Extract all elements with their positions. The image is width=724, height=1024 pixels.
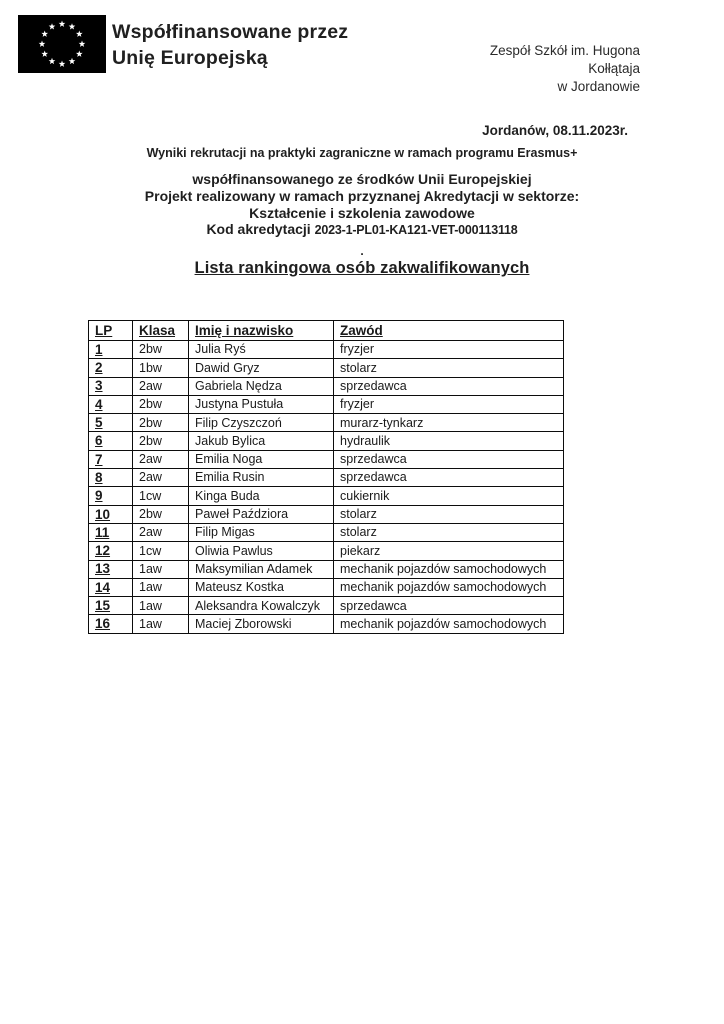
header-zawod: Zawód [334,321,564,341]
table-row [89,615,564,633]
school-name-line-3: w Jordanowie [557,79,640,94]
zawod-cell: sprzedawca [334,377,564,395]
zawod-cell: sprzedawca [334,450,564,468]
klasa-cell: 2aw [133,469,189,487]
zawod-cell: mechanik pojazdów samochodowych [334,578,564,596]
table-row [89,523,564,541]
lp-cell: 14 [89,578,133,596]
klasa-cell: 2bw [133,414,189,432]
lp-cell: 1 [89,341,133,359]
lp-cell: 9 [89,487,133,505]
klasa-cell: 2bw [133,432,189,450]
name-cell: Jakub Bylica [189,432,334,450]
accreditation-code-line [0,221,724,239]
name-cell: Gabriela Nędza [189,377,334,395]
ranking-list-title: Lista rankingowa osób zakwalifikowanych [194,259,530,277]
zawod-cell: murarz-tynkarz [334,414,564,432]
klasa-cell: 1aw [133,615,189,633]
table-row [89,505,564,523]
name-cell: Maksymilian Adamek [189,560,334,578]
lp-cell: 11 [89,523,133,541]
klasa-cell: 1aw [133,597,189,615]
name-cell: Kinga Buda [189,487,334,505]
name-cell: Dawid Gryz [189,359,334,377]
table-header-row [89,321,564,341]
zawod-cell: cukiernik [334,487,564,505]
project-description-line-1: współfinansowanego ze środków Unii Europejskiej [192,171,532,187]
lp-cell: 16 [89,615,133,633]
project-description-line-3: Kształcenie i szkolenia zawodowe [249,204,475,221]
header-klasa: Klasa [133,321,189,341]
zawod-cell: mechanik pojazdów samochodowych [334,615,564,633]
table-row [89,487,564,505]
name-cell: Maciej Zborowski [189,615,334,633]
lp-cell: 8 [89,469,133,487]
project-description-line-2: Projekt realizowany w ramach przyznanej Akredytacji w sektorze: [144,187,580,204]
table-row [89,578,564,596]
project-description [0,171,724,239]
school-name [490,42,640,96]
place-date-line: Jordanów, 08.11.2023r. [482,123,628,138]
name-cell: Aleksandra Kowalczyk [189,597,334,615]
lp-cell: 5 [89,414,133,432]
name-cell: Emilia Rusin [189,469,334,487]
name-cell: Filip Czyszczoń [189,414,334,432]
zawod-cell: hydraulik [334,432,564,450]
accreditation-code-value: 2023-1-PL01-KA121-VET-000113118 [314,223,518,238]
klasa-cell: 1bw [133,359,189,377]
zawod-cell: piekarz [334,542,564,560]
zawod-cell: fryzjer [334,341,564,359]
name-cell: Emilia Noga [189,450,334,468]
lp-cell: 13 [89,560,133,578]
header-lp: LP [89,321,133,341]
stray-dot: . [360,244,364,258]
table-row [89,395,564,413]
lp-cell: 10 [89,505,133,523]
lp-cell: 12 [89,542,133,560]
table-row [89,359,564,377]
klasa-cell: 1cw [133,542,189,560]
zawod-cell: mechanik pojazdów samochodowych [334,560,564,578]
lp-cell: 6 [89,432,133,450]
table-row [89,377,564,395]
table-row [89,597,564,615]
zawod-cell: stolarz [334,505,564,523]
zawod-cell: fryzjer [334,395,564,413]
klasa-cell: 2aw [133,377,189,395]
table-row [89,432,564,450]
lp-cell: 2 [89,359,133,377]
table-row [89,414,564,432]
header-imie-nazwisko: Imię i nazwisko [189,321,334,341]
name-cell: Filip Migas [189,523,334,541]
table-row [89,450,564,468]
klasa-cell: 1aw [133,560,189,578]
klasa-cell: 1cw [133,487,189,505]
accreditation-code-label: Kod akredytacji [206,221,315,238]
eu-funding-line-2: Unię Europejską [112,47,268,69]
table-row [89,341,564,359]
school-name-line-1: Zespół Szkół im. Hugona [489,43,640,58]
lp-cell: 4 [89,395,133,413]
table-row [89,542,564,560]
klasa-cell: 2bw [133,341,189,359]
zawod-cell: stolarz [334,523,564,541]
lp-cell: 3 [89,377,133,395]
table-row [89,560,564,578]
zawod-cell: sprzedawca [334,597,564,615]
recruitment-results-title: Wyniki rekrutacji na praktyki zagraniczne w ramach programu Erasmus+ [146,146,578,160]
table-row [89,469,564,487]
name-cell: Justyna Pustuła [189,395,334,413]
name-cell: Paweł Paździora [189,505,334,523]
name-cell: Oliwia Pawlus [189,542,334,560]
lp-cell: 7 [89,450,133,468]
klasa-cell: 2aw [133,523,189,541]
klasa-cell: 1aw [133,578,189,596]
zawod-cell: sprzedawca [334,469,564,487]
ranking-table [88,320,564,634]
school-name-line-2: Kołłątaja [588,61,640,76]
name-cell: Mateusz Kostka [189,578,334,596]
name-cell: Julia Ryś [189,341,334,359]
klasa-cell: 2aw [133,450,189,468]
eu-funding-statement [112,19,348,71]
klasa-cell: 2bw [133,395,189,413]
lp-cell: 15 [89,597,133,615]
eu-flag-icon [18,15,106,73]
eu-funding-line-1: Współfinansowane przez [112,21,349,43]
klasa-cell: 2bw [133,505,189,523]
zawod-cell: stolarz [334,359,564,377]
